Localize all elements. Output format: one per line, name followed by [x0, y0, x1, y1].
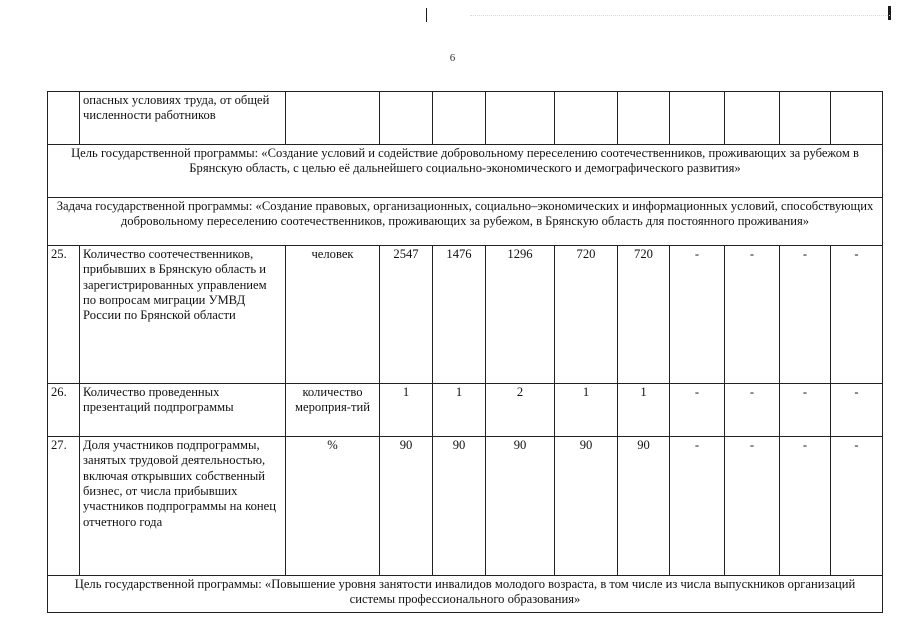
value-cell: [618, 92, 670, 145]
page-number: 6: [449, 52, 456, 64]
value-cell: 1: [555, 384, 618, 437]
table-row: [48, 384, 883, 437]
goal-row: [48, 145, 883, 198]
value-cell: 720: [555, 246, 618, 384]
value-cell: 1: [433, 384, 486, 437]
value-cell: -: [670, 384, 725, 437]
value-cell: [380, 92, 433, 145]
value-cell: [780, 92, 831, 145]
value-cell: 90: [618, 437, 670, 576]
value-cell: 1476: [433, 246, 486, 384]
value-cell: -: [831, 246, 883, 384]
value-cell: 720: [618, 246, 670, 384]
value-cell: [831, 92, 883, 145]
value-cell: [670, 92, 725, 145]
row-number: 25.: [48, 246, 80, 384]
row-number: 26.: [48, 384, 80, 437]
value-cell: -: [780, 384, 831, 437]
indicator-name: Доля участников подпрограммы, занятых трудовой деятельностью, включая открывших собственный бизнес, от числа прибывших участников подпрограммы на конец отчетного года: [80, 437, 286, 576]
row-number: 27.: [48, 437, 80, 576]
value-cell: -: [780, 246, 831, 384]
value-cell: [555, 92, 618, 145]
unit-cell: количество мероприя-тий: [286, 384, 380, 437]
value-cell: [725, 92, 780, 145]
unit-cell: человек: [286, 246, 380, 384]
goal-row: [48, 576, 883, 613]
value-cell: 90: [433, 437, 486, 576]
goal-text: Цель государственной программы: «Повышение уровня занятости инвалидов молодого возраста, в том числе из числа выпускников организаций системы профессионального образования»: [48, 576, 883, 613]
value-cell: [433, 92, 486, 145]
table-row: [48, 246, 883, 384]
value-cell: -: [670, 437, 725, 576]
table-row: [48, 92, 883, 145]
indicator-name: опасных условиях труда, от общей численности работников: [80, 92, 286, 145]
value-cell: [486, 92, 555, 145]
value-cell: 90: [486, 437, 555, 576]
value-cell: -: [725, 384, 780, 437]
value-cell: 1: [380, 384, 433, 437]
row-number: [48, 92, 80, 145]
value-cell: -: [670, 246, 725, 384]
value-cell: -: [725, 246, 780, 384]
task-text: Задача государственной программы: «Создание правовых, организационных, социально–экономических и информационных условий, способствующих добровольному переселению соотечественников, проживающих за рубежом, в Брянскую область для постоянного проживания»: [48, 198, 883, 246]
unit-cell: [286, 92, 380, 145]
value-cell: -: [780, 437, 831, 576]
value-cell: 2547: [380, 246, 433, 384]
scan-noise: [470, 15, 890, 18]
value-cell: 90: [380, 437, 433, 576]
value-cell: 1: [618, 384, 670, 437]
value-cell: -: [725, 437, 780, 576]
value-cell: 1296: [486, 246, 555, 384]
indicators-table: [47, 91, 883, 613]
indicator-name: Количество соотечественников, прибывших в Брянскую область и зарегистрированных управлением по вопросам миграции УМВД России по Брянской области: [80, 246, 286, 384]
value-cell: 90: [555, 437, 618, 576]
value-cell: 2: [486, 384, 555, 437]
indicator-name: Количество проведенных презентаций подпрограммы: [80, 384, 286, 437]
value-cell: -: [831, 437, 883, 576]
value-cell: -: [831, 384, 883, 437]
table-row: [48, 437, 883, 576]
goal-text: Цель государственной программы: «Создание условий и содействие добровольному переселению соотечественников, проживающих за рубежом в Брянскую область, с целью её дальнейшего социально-экономического и демографического развития»: [48, 145, 883, 198]
unit-cell: %: [286, 437, 380, 576]
scan-mark: [426, 8, 427, 22]
task-row: [48, 198, 883, 246]
